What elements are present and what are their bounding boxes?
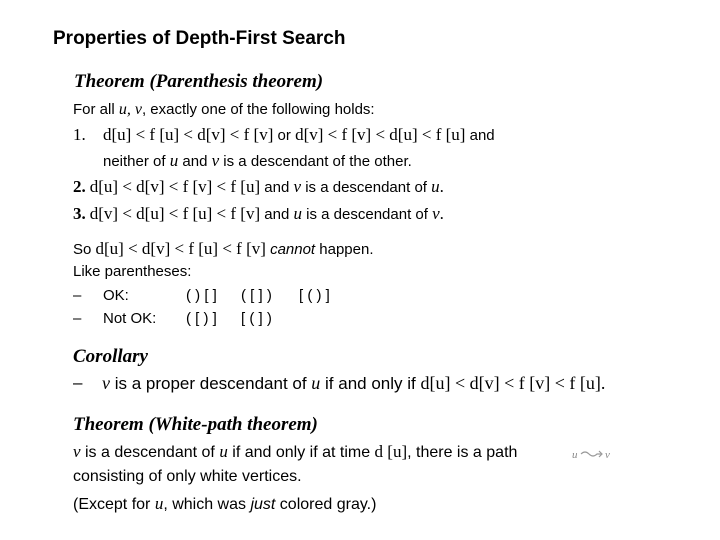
corollary-statement: – bbox=[73, 373, 83, 392]
corollary-text: v is a proper descendant of u if and only if d[u] < d[v] < f [v] < f [u]. bbox=[102, 373, 606, 393]
ok-label: OK: bbox=[103, 287, 129, 304]
corollary-heading: Corollary bbox=[73, 346, 148, 367]
white-path-theorem-heading: Theorem (White-path theorem) bbox=[73, 414, 318, 435]
ok-example-1: ( ) [ ] bbox=[186, 287, 217, 304]
notok-label: Not OK: bbox=[103, 310, 157, 327]
page-title: Properties of Depth-First Search bbox=[53, 28, 346, 49]
svg-text:v: v bbox=[605, 449, 610, 461]
svg-text:u: u bbox=[572, 449, 578, 461]
parentheses-label: Like parentheses: bbox=[73, 263, 192, 280]
notok-example-2: [ ( ] ) bbox=[241, 310, 272, 327]
white-path-line2: consisting of only white vertices. bbox=[73, 468, 302, 485]
theorem-item-1: 1. bbox=[73, 125, 86, 144]
theorem-item-1-line1: d[u] < f [u] < d[v] < f [v] or d[v] < f [v] < d[u] < f [u] and bbox=[103, 125, 495, 144]
ok-dash: – bbox=[73, 287, 82, 304]
parenthesis-theorem-heading: Theorem (Parenthesis theorem) bbox=[74, 71, 324, 92]
notok-dash: – bbox=[73, 310, 82, 327]
ok-example-2: ( [ ] ) bbox=[241, 287, 272, 304]
parenthesis-intro: For all u, v, exactly one of the following holds: bbox=[73, 101, 375, 118]
theorem-item-2: 2. d[u] < d[v] < f [v] < f [u] and v is a descendant of u. bbox=[73, 177, 444, 196]
white-path-line3: (Except for u, which was just colored gray.) bbox=[73, 494, 377, 513]
cannot-happen-line: So d[u] < d[v] < f [u] < f [v] cannot happen. bbox=[73, 239, 374, 258]
notok-example-1: ( [ ) ] bbox=[186, 310, 217, 327]
white-path-line1: v is a descendant of u if and only if at time d [u], there is a path bbox=[73, 442, 518, 461]
ok-example-3: [ ( ) ] bbox=[299, 287, 330, 304]
path-u-to-v-icon bbox=[570, 447, 616, 461]
theorem-item-1-line2: neither of u and v is a descendant of the other. bbox=[103, 151, 412, 170]
theorem-item-3: 3. d[v] < d[u] < f [u] < f [v] and u is a descendant of v. bbox=[73, 204, 444, 223]
